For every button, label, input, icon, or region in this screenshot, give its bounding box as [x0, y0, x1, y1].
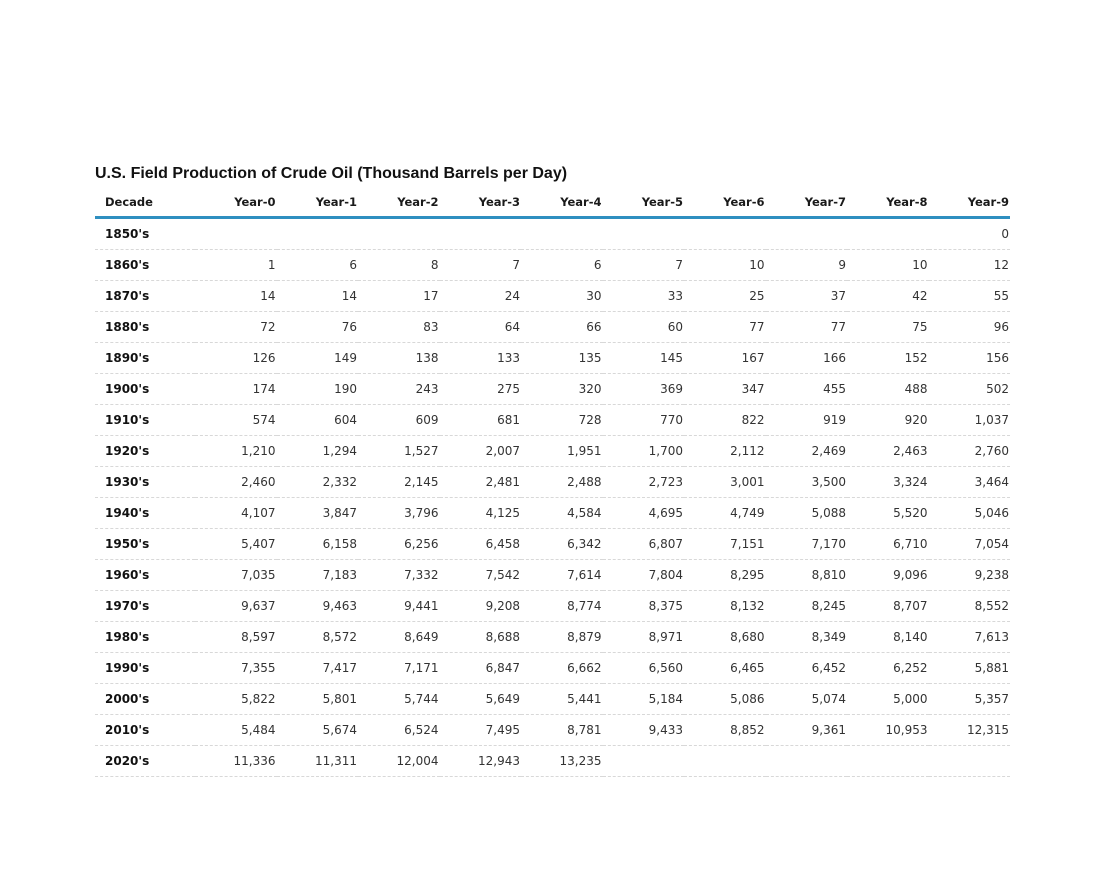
table-cell: 1,210: [195, 436, 277, 467]
table-cell: 770: [603, 405, 685, 436]
table-cell: 1,294: [277, 436, 359, 467]
table-cell: 920: [847, 405, 929, 436]
table-cell: 126: [195, 343, 277, 374]
table-cell: 72: [195, 312, 277, 343]
table-row: [95, 436, 1010, 467]
table-cell: 1,037: [929, 405, 1011, 436]
table-row: [95, 498, 1010, 529]
table-cell: 7,183: [277, 560, 359, 591]
table-cell: 55: [929, 281, 1011, 312]
table-cell: 6,256: [358, 529, 440, 560]
row-label-decade: 1890's: [95, 343, 195, 374]
table-cell: 9,238: [929, 560, 1011, 591]
table-row: [95, 591, 1010, 622]
table-cell: 2,723: [603, 467, 685, 498]
table-cell: 17: [358, 281, 440, 312]
column-header-year-0: Year-0: [195, 188, 277, 218]
table-cell: [929, 746, 1011, 777]
table-cell: 12,004: [358, 746, 440, 777]
table-cell: 1,700: [603, 436, 685, 467]
row-label-decade: 2000's: [95, 684, 195, 715]
row-label-decade: 1940's: [95, 498, 195, 529]
table-cell: 5,046: [929, 498, 1011, 529]
data-table-chart: [95, 160, 1010, 777]
table-cell: 96: [929, 312, 1011, 343]
table-cell: 7,035: [195, 560, 277, 591]
table-cell: 2,760: [929, 436, 1011, 467]
column-header-year-8: Year-8: [847, 188, 929, 218]
table-row: [95, 684, 1010, 715]
table-cell: 8,680: [684, 622, 766, 653]
table-cell: 275: [440, 374, 522, 405]
row-label-decade: 1970's: [95, 591, 195, 622]
table-cell: 7,613: [929, 622, 1011, 653]
table-cell: [603, 746, 685, 777]
table-cell: 7,495: [440, 715, 522, 746]
row-label-decade: 2020's: [95, 746, 195, 777]
table-cell: 8,245: [766, 591, 848, 622]
row-label-decade: 1860's: [95, 250, 195, 281]
table-cell: 5,074: [766, 684, 848, 715]
table-cell: 8,852: [684, 715, 766, 746]
table-cell: 8,781: [521, 715, 603, 746]
table-cell: 12,943: [440, 746, 522, 777]
table-cell: 8,349: [766, 622, 848, 653]
table-row: [95, 746, 1010, 777]
table-row: [95, 281, 1010, 312]
table-cell: 6,458: [440, 529, 522, 560]
table-cell: 574: [195, 405, 277, 436]
table-cell: 2,488: [521, 467, 603, 498]
column-header-year-5: Year-5: [603, 188, 685, 218]
table-cell: 5,822: [195, 684, 277, 715]
table-cell: 7,542: [440, 560, 522, 591]
table-cell: 76: [277, 312, 359, 343]
table-cell: 7,170: [766, 529, 848, 560]
table-row: [95, 653, 1010, 684]
table-cell: 6,710: [847, 529, 929, 560]
table-cell: 6,465: [684, 653, 766, 684]
table-cell: [358, 218, 440, 250]
table-cell: 135: [521, 343, 603, 374]
table-cell: 166: [766, 343, 848, 374]
column-header-year-6: Year-6: [684, 188, 766, 218]
table-cell: 8,375: [603, 591, 685, 622]
table-row: [95, 374, 1010, 405]
table-cell: 5,649: [440, 684, 522, 715]
table-cell: 5,407: [195, 529, 277, 560]
table-cell: 604: [277, 405, 359, 436]
table-cell: 30: [521, 281, 603, 312]
table-cell: 2,007: [440, 436, 522, 467]
table-cell: 243: [358, 374, 440, 405]
table-cell: 2,332: [277, 467, 359, 498]
table-header: [95, 188, 1010, 218]
table-cell: [603, 218, 685, 250]
table-cell: 609: [358, 405, 440, 436]
table-cell: 83: [358, 312, 440, 343]
table-cell: 9,463: [277, 591, 359, 622]
table-cell: 75: [847, 312, 929, 343]
table-cell: 6,452: [766, 653, 848, 684]
table-cell: 3,464: [929, 467, 1011, 498]
table-cell: 77: [684, 312, 766, 343]
table-cell: 9,208: [440, 591, 522, 622]
table-cell: 320: [521, 374, 603, 405]
table-cell: 167: [684, 343, 766, 374]
table-cell: [277, 218, 359, 250]
row-label-decade: 1980's: [95, 622, 195, 653]
row-label-decade: 1950's: [95, 529, 195, 560]
table-cell: 728: [521, 405, 603, 436]
table-cell: 9,096: [847, 560, 929, 591]
table-cell: 9,637: [195, 591, 277, 622]
table-cell: 149: [277, 343, 359, 374]
table-row: [95, 622, 1010, 653]
table-cell: 12: [929, 250, 1011, 281]
table-cell: [440, 218, 522, 250]
table-cell: 0: [929, 218, 1011, 250]
table-cell: 33: [603, 281, 685, 312]
table-cell: 8,707: [847, 591, 929, 622]
row-label-decade: 1960's: [95, 560, 195, 591]
table-cell: 6,524: [358, 715, 440, 746]
table-row: [95, 343, 1010, 374]
table-cell: 5,357: [929, 684, 1011, 715]
table-row: [95, 715, 1010, 746]
table-cell: 4,107: [195, 498, 277, 529]
row-label-decade: 1870's: [95, 281, 195, 312]
table-cell: 919: [766, 405, 848, 436]
table-cell: [195, 218, 277, 250]
table-cell: 4,749: [684, 498, 766, 529]
table-cell: 42: [847, 281, 929, 312]
table-cell: 6,847: [440, 653, 522, 684]
table-cell: 5,674: [277, 715, 359, 746]
row-label-decade: 1910's: [95, 405, 195, 436]
table-cell: 8,774: [521, 591, 603, 622]
table-cell: 502: [929, 374, 1011, 405]
column-header-year-3: Year-3: [440, 188, 522, 218]
row-label-decade: 1990's: [95, 653, 195, 684]
table-body: [95, 218, 1010, 777]
row-label-decade: 1930's: [95, 467, 195, 498]
column-header-year-9: Year-9: [929, 188, 1011, 218]
row-label-decade: 1920's: [95, 436, 195, 467]
table-cell: 3,847: [277, 498, 359, 529]
table-row: [95, 250, 1010, 281]
production-table: [95, 188, 1010, 777]
table-cell: 6: [277, 250, 359, 281]
table-cell: 9,441: [358, 591, 440, 622]
row-label-decade: 1880's: [95, 312, 195, 343]
table-cell: 9: [766, 250, 848, 281]
table-cell: [521, 218, 603, 250]
column-header-year-2: Year-2: [358, 188, 440, 218]
table-row: [95, 529, 1010, 560]
table-cell: 8,552: [929, 591, 1011, 622]
table-cell: 7,171: [358, 653, 440, 684]
table-cell: 60: [603, 312, 685, 343]
table-cell: 5,484: [195, 715, 277, 746]
table-cell: 156: [929, 343, 1011, 374]
table-cell: 4,584: [521, 498, 603, 529]
table-cell: 6: [521, 250, 603, 281]
table-cell: 8,295: [684, 560, 766, 591]
table-cell: 3,001: [684, 467, 766, 498]
column-header-year-1: Year-1: [277, 188, 359, 218]
table-cell: 8,688: [440, 622, 522, 653]
table-cell: [684, 218, 766, 250]
table-cell: 10,953: [847, 715, 929, 746]
table-cell: [847, 746, 929, 777]
table-cell: 455: [766, 374, 848, 405]
table-cell: 7,614: [521, 560, 603, 591]
table-cell: 64: [440, 312, 522, 343]
table-cell: 77: [766, 312, 848, 343]
table-cell: 2,145: [358, 467, 440, 498]
table-cell: 6,158: [277, 529, 359, 560]
table-cell: 347: [684, 374, 766, 405]
table-cell: 14: [195, 281, 277, 312]
table-cell: 5,000: [847, 684, 929, 715]
table-cell: 37: [766, 281, 848, 312]
table-cell: 190: [277, 374, 359, 405]
table-cell: 9,361: [766, 715, 848, 746]
table-cell: 8: [358, 250, 440, 281]
table-cell: 681: [440, 405, 522, 436]
table-cell: 14: [277, 281, 359, 312]
table-cell: 10: [684, 250, 766, 281]
table-cell: 7,355: [195, 653, 277, 684]
table-cell: 5,801: [277, 684, 359, 715]
column-header-decade: Decade: [95, 188, 195, 218]
table-cell: 6,560: [603, 653, 685, 684]
table-cell: 4,695: [603, 498, 685, 529]
row-label-decade: 2010's: [95, 715, 195, 746]
table-cell: 8,132: [684, 591, 766, 622]
table-cell: 3,796: [358, 498, 440, 529]
table-cell: 12,315: [929, 715, 1011, 746]
table-cell: 66: [521, 312, 603, 343]
table-cell: [684, 746, 766, 777]
table-cell: 2,469: [766, 436, 848, 467]
table-cell: 138: [358, 343, 440, 374]
table-cell: 7,054: [929, 529, 1011, 560]
table-cell: 133: [440, 343, 522, 374]
table-cell: [766, 746, 848, 777]
table-cell: 11,336: [195, 746, 277, 777]
table-cell: 1,527: [358, 436, 440, 467]
table-cell: 2,112: [684, 436, 766, 467]
table-cell: 5,881: [929, 653, 1011, 684]
table-title: U.S. Field Production of Crude Oil (Thousand Barrels per Day): [95, 165, 568, 182]
table-cell: 1,951: [521, 436, 603, 467]
table-cell: 1: [195, 250, 277, 281]
table-cell: 6,662: [521, 653, 603, 684]
table-cell: 145: [603, 343, 685, 374]
table-cell: 8,597: [195, 622, 277, 653]
header-row: [95, 188, 1010, 218]
table-cell: 6,252: [847, 653, 929, 684]
table-cell: 9,433: [603, 715, 685, 746]
row-label-decade: 1900's: [95, 374, 195, 405]
table-cell: 822: [684, 405, 766, 436]
table-cell: 5,520: [847, 498, 929, 529]
table-cell: 8,649: [358, 622, 440, 653]
table-cell: 4,125: [440, 498, 522, 529]
column-header-year-7: Year-7: [766, 188, 848, 218]
table-cell: 7,804: [603, 560, 685, 591]
table-cell: 5,088: [766, 498, 848, 529]
table-cell: 7,417: [277, 653, 359, 684]
table-cell: 7,332: [358, 560, 440, 591]
table-row: [95, 405, 1010, 436]
table-row: [95, 560, 1010, 591]
table-row: [95, 218, 1010, 250]
table-cell: 8,971: [603, 622, 685, 653]
table-cell: 5,086: [684, 684, 766, 715]
table-cell: 5,744: [358, 684, 440, 715]
table-cell: 488: [847, 374, 929, 405]
table-cell: 10: [847, 250, 929, 281]
table-cell: 8,140: [847, 622, 929, 653]
table-cell: 174: [195, 374, 277, 405]
table-cell: 6,342: [521, 529, 603, 560]
table-cell: 3,324: [847, 467, 929, 498]
table-row: [95, 312, 1010, 343]
table-cell: [766, 218, 848, 250]
table-cell: 8,879: [521, 622, 603, 653]
table-cell: 24: [440, 281, 522, 312]
table-cell: 152: [847, 343, 929, 374]
table-cell: 7: [440, 250, 522, 281]
row-label-decade: 1850's: [95, 218, 195, 250]
table-cell: 13,235: [521, 746, 603, 777]
table-cell: 369: [603, 374, 685, 405]
table-cell: 2,481: [440, 467, 522, 498]
table-cell: 25: [684, 281, 766, 312]
table-cell: 5,441: [521, 684, 603, 715]
column-header-year-4: Year-4: [521, 188, 603, 218]
table-cell: 6,807: [603, 529, 685, 560]
table-cell: 8,810: [766, 560, 848, 591]
table-cell: 2,460: [195, 467, 277, 498]
table-row: [95, 467, 1010, 498]
table-cell: 8,572: [277, 622, 359, 653]
table-cell: 2,463: [847, 436, 929, 467]
table-cell: 3,500: [766, 467, 848, 498]
table-cell: 7,151: [684, 529, 766, 560]
table-cell: 7: [603, 250, 685, 281]
table-cell: 11,311: [277, 746, 359, 777]
table-cell: [847, 218, 929, 250]
table-cell: 5,184: [603, 684, 685, 715]
